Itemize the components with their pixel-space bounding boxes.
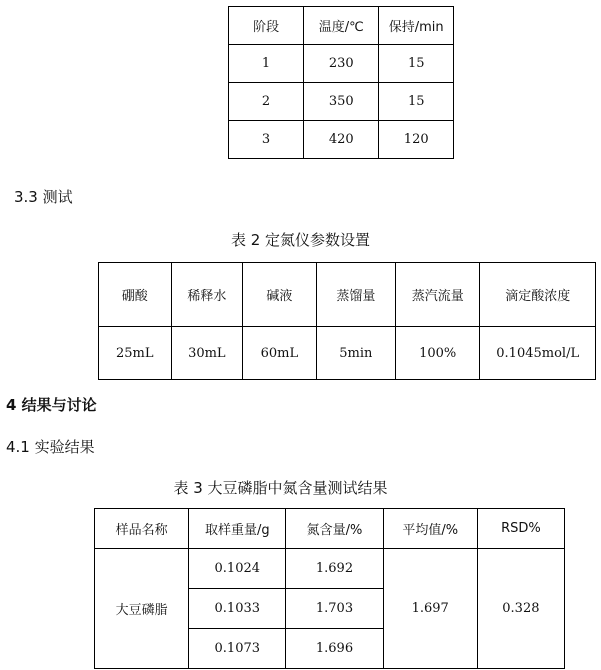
table-header-row [99,263,596,327]
header-cell-sample-name: 样品名称 [95,509,189,549]
table-cell: 1.692 [286,549,383,589]
table-cell: 350 [304,83,379,121]
header-cell-rsd: RSD% [477,509,564,549]
header-cell-steam-flow: 蒸汽流量 [396,263,480,327]
header-cell-average: 平均值/% [383,509,477,549]
header-cell-nitrogen-content: 氮含量/% [286,509,383,549]
table-header-row [229,7,454,45]
table-cell: 230 [304,45,379,83]
header-cell-sample-weight: 取样重量/g [189,509,286,549]
table-cell: 0.1024 [189,549,286,589]
table-cell: 420 [304,121,379,159]
heating-stage-table [228,6,454,159]
table-row [95,549,565,589]
rsd-cell: 0.328 [477,549,564,669]
table-cell: 0.1033 [189,589,286,629]
table-2-caption: 表 2 定氮仪参数设置 [230,231,371,249]
sample-name-cell: 大豆磷脂 [95,549,189,669]
table-header-row [95,509,565,549]
header-cell-hold: 保持/min [379,7,454,45]
table-cell: 0.1045mol/L [480,327,596,380]
table-cell: 1 [229,45,304,83]
header-cell-dilution-water: 稀释水 [171,263,243,327]
table-row [229,83,454,121]
table-row [99,327,596,380]
table-cell: 15 [379,83,454,121]
header-cell-distillation: 蒸馏量 [316,263,395,327]
table-cell: 60mL [243,327,317,380]
section-heading-4: 4 结果与讨论 [6,396,97,414]
nitrogen-content-results-table [94,508,565,669]
table-cell: 5min [316,327,395,380]
table-cell: 25mL [99,327,172,380]
header-cell-alkali: 碱液 [243,263,317,327]
section-heading-3-3: 3.3 测试 [14,188,73,206]
table-cell: 1.703 [286,589,383,629]
table-cell: 3 [229,121,304,159]
table-cell: 1.696 [286,629,383,669]
table-cell: 0.1073 [189,629,286,669]
table-row [229,45,454,83]
average-cell: 1.697 [383,549,477,669]
nitrogen-analyzer-settings-table [98,262,596,380]
table-cell: 100% [396,327,480,380]
table-3-caption: 表 3 大豆磷脂中氮含量测试结果 [173,479,388,497]
header-cell-boric-acid: 硼酸 [99,263,172,327]
section-heading-4-1: 4.1 实验结果 [6,438,95,456]
table-cell: 15 [379,45,454,83]
header-cell-titrant-concentration: 滴定酸浓度 [480,263,596,327]
table-row [229,121,454,159]
header-cell-stage: 阶段 [229,7,304,45]
table-cell: 30mL [171,327,243,380]
header-cell-temperature: 温度/℃ [304,7,379,45]
table-cell: 2 [229,83,304,121]
table-cell: 120 [379,121,454,159]
